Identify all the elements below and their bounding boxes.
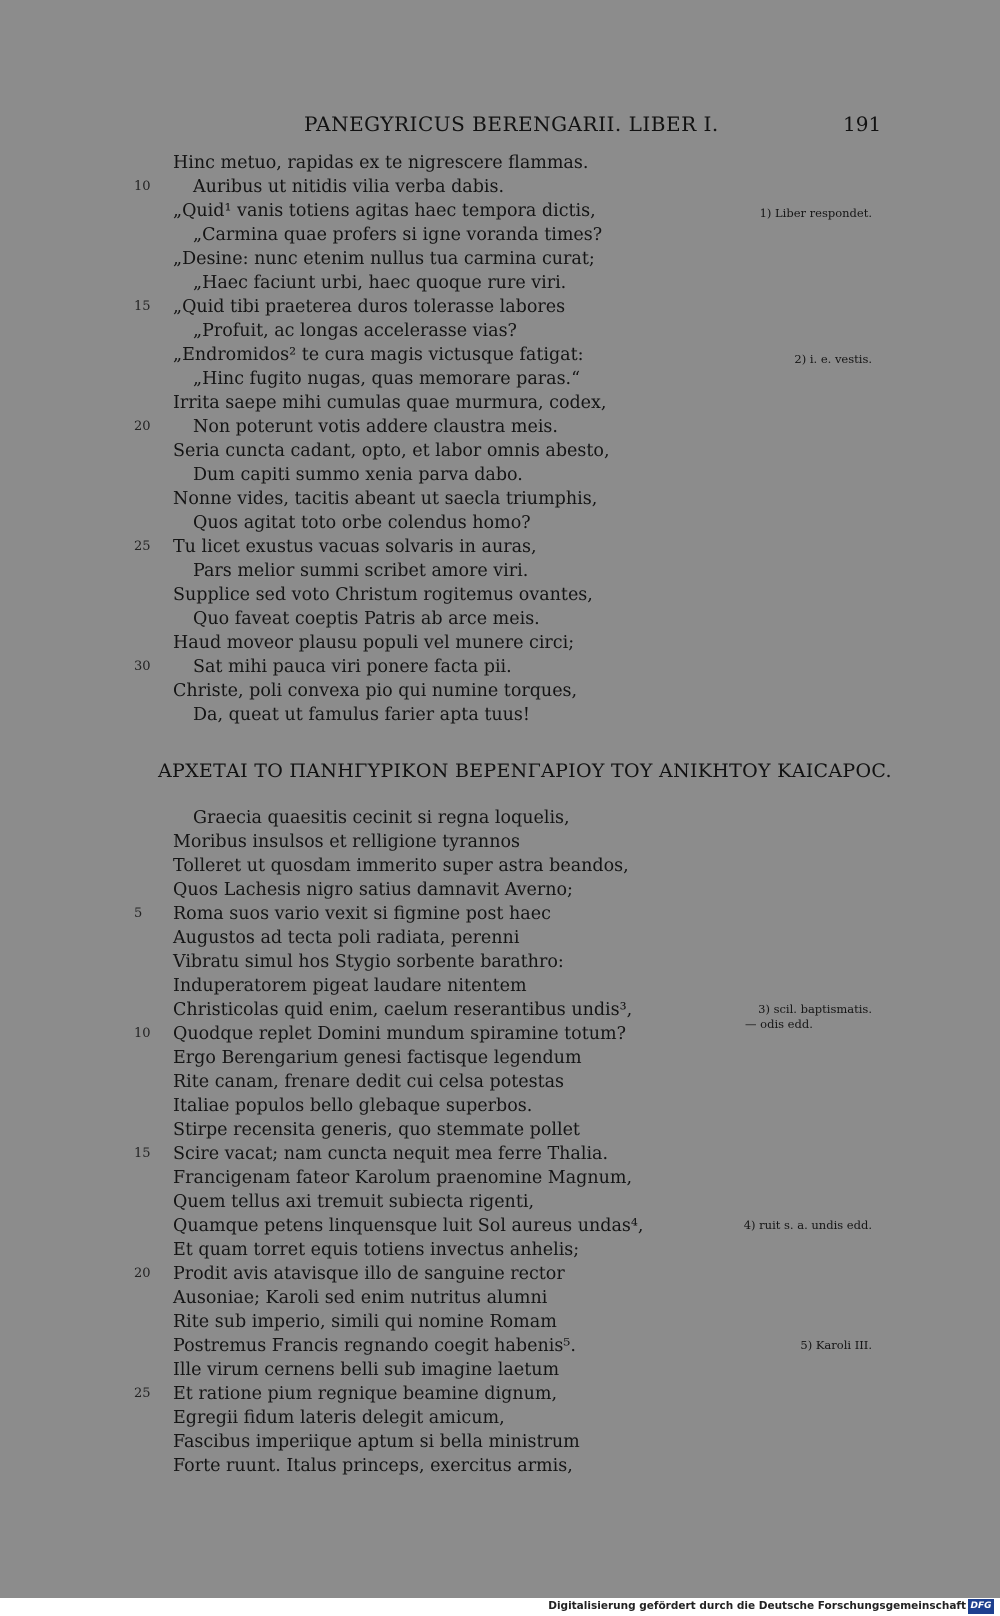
verse-line: Graecia quaesitis cecinit si regna loquelis, (193, 808, 570, 828)
dfg-logo: DFG (968, 1599, 994, 1614)
verse-line: Francigenam fateor Karolum praenomine Magnum, (173, 1168, 633, 1188)
verse-line: Tolleret ut quosdam immerito super astra beandos, (173, 856, 629, 876)
verse-line: Quem tellus axi tremuit subiecta rigenti, (173, 1192, 535, 1212)
marginal-note: 5) Karoli III. (800, 1338, 872, 1352)
marginal-note: 3) scil. baptismatis. (758, 1002, 872, 1016)
marginal-note: — odis edd. (745, 1017, 813, 1031)
verse-line: Sat mihi pauca viri ponere facta pii. (193, 657, 512, 677)
verse-line: Ergo Berengarium genesi factisque legendum (173, 1048, 582, 1068)
marginal-note: 1) Liber respondet. (759, 206, 872, 220)
verse-line: Hinc metuo, rapidas ex te nigrescere flammas. (173, 153, 589, 173)
verse-line: Italiae populos bello glebaque superbos. (173, 1096, 533, 1116)
footer-bar (0, 1598, 1000, 1616)
page-number: 191 (843, 112, 882, 136)
verse-line: Moribus insulsos et relligione tyrannos (173, 832, 520, 852)
line-number: 5 (134, 906, 143, 921)
verse-line: Nonne vides, tacitis abeant ut saecla triumphis, (173, 489, 598, 509)
verse-line: Da, queat ut famulus farier apta tuus! (193, 705, 530, 725)
verse-line: „Haec faciunt urbi, haec quoque rure viri. (193, 273, 567, 293)
marginal-note: 4) ruit s. a. undis edd. (743, 1218, 872, 1232)
line-number: 30 (134, 659, 151, 674)
verse-line: Augustos ad tecta poli radiata, perenni (173, 928, 520, 948)
verse-line: „Hinc fugito nugas, quas memorare paras.“ (193, 369, 581, 389)
verse-line: Seria cuncta cadant, opto, et labor omnis abesto, (173, 441, 610, 461)
verse-line: Et quam torret equis totiens invectus anhelis; (173, 1240, 580, 1260)
marginal-note: 2) i. e. vestis. (794, 352, 872, 366)
verse-line: Supplice sed voto Christum rogitemus ovantes, (173, 585, 593, 605)
verse-line: Ille virum cernens belli sub imagine laetum (173, 1360, 560, 1380)
verse-line: Induperatorem pigeat laudare nitentem (173, 976, 527, 996)
section-title: ΑΡΧΕΤΑΙ ΤΟ ΠΑΝΗΓΥΡΙΚΟΝ ΒΕΡΕΝΓΑΡΙΟΥ ΤΟΥ ΑΝΙΚΗΤΟΥ ΚΑΙCΑΡΟC. (158, 760, 892, 782)
verse-line: Postremus Francis regnando coegit habenis⁵. (173, 1336, 576, 1356)
verse-line: Rite sub imperio, simili qui nomine Romam (173, 1312, 557, 1332)
line-number: 25 (134, 539, 151, 554)
verse-line: Quamque petens linquensque luit Sol aureus undas⁴, (173, 1216, 644, 1236)
line-number: 25 (134, 1386, 151, 1401)
verse-line: Auribus ut nitidis vilia verba dabis. (193, 177, 505, 197)
verse-line: „Profuit, ac longas accelerasse vias? (193, 321, 517, 341)
verse-line: Christicolas quid enim, caelum reserantibus undis³, (173, 1000, 633, 1020)
verse-line: Et ratione pium regnique beamine dignum, (173, 1384, 558, 1404)
verse-line: Quos Lachesis nigro satius damnavit Averno; (173, 880, 573, 900)
verse-line: Roma suos vario vexit si figmine post haec (173, 904, 551, 924)
verse-line: Haud moveor plausu populi vel munere circi; (173, 633, 575, 653)
verse-line: Dum capiti summo xenia parva dabo. (193, 465, 523, 485)
verse-line: „Endromidos² te cura magis victusque fatigat: (173, 345, 584, 365)
verse-line: Tu licet exustus vacuas solvaris in auras, (173, 537, 537, 557)
line-number: 10 (134, 179, 151, 194)
verse-line: Ausoniae; Karoli sed enim nutritus alumni (173, 1288, 548, 1308)
verse-line: „Quid¹ vanis totiens agitas haec tempora dictis, (173, 201, 596, 221)
verse-line: Scire vacat; nam cuncta nequit mea ferre Thalia. (173, 1144, 609, 1164)
verse-line: Fascibus imperiique aptum si bella ministrum (173, 1432, 580, 1452)
verse-line: Egregii fidum lateris delegit amicum, (173, 1408, 505, 1428)
verse-line: Quodque replet Domini mundum spiramine totum? (173, 1024, 626, 1044)
line-number: 15 (134, 1146, 151, 1161)
verse-line: Non poterunt votis addere claustra meis. (193, 417, 558, 437)
verse-line: „Quid tibi praeterea duros tolerasse labores (173, 297, 566, 317)
verse-line: Christe, poli convexa pio qui numine torques, (173, 681, 578, 701)
line-number: 20 (134, 419, 151, 434)
line-number: 20 (134, 1266, 151, 1281)
line-number: 15 (134, 299, 151, 314)
verse-line: Vibratu simul hos Stygio sorbente barathro: (173, 952, 564, 972)
verse-line: Prodit avis atavisque illo de sanguine rector (173, 1264, 565, 1284)
running-header: PANEGYRICUS BERENGARII. LIBER I. (304, 112, 719, 136)
verse-line: Quo faveat coeptis Patris ab arce meis. (193, 609, 540, 629)
line-number: 10 (134, 1026, 151, 1041)
verse-line: Quos agitat toto orbe colendus homo? (193, 513, 531, 533)
verse-line: „Desine: nunc etenim nullus tua carmina curat; (173, 249, 595, 269)
verse-line: Irrita saepe mihi cumulas quae murmura, codex, (173, 393, 607, 413)
verse-line: Rite canam, frenare dedit cui celsa potestas (173, 1072, 565, 1092)
verse-line: Forte ruunt. Italus princeps, exercitus armis, (173, 1456, 573, 1476)
verse-line: „Carmina quae profers si igne voranda times? (193, 225, 603, 245)
verse-line: Stirpe recensita generis, quo stemmate pollet (173, 1120, 580, 1140)
verse-line: Pars melior summi scribet amore viri. (193, 561, 529, 581)
funding-notice: Digitalisierung gefördert durch die Deutsche Forschungsgemeinschaft (548, 1600, 966, 1612)
